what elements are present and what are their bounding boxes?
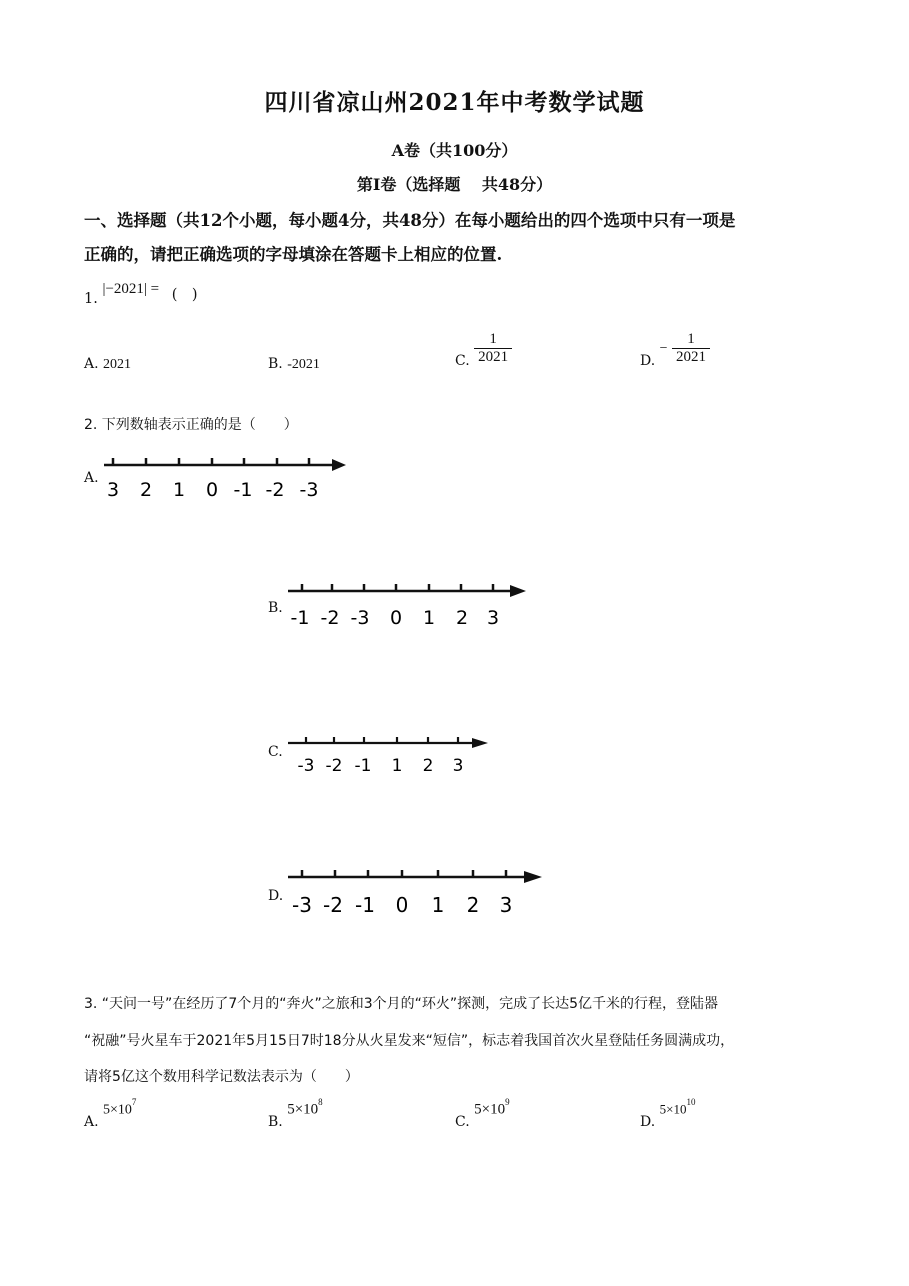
- fraction-numerator: 1: [687, 331, 695, 347]
- q3-option-d-label: D.: [640, 1113, 656, 1130]
- section1-line1: 一、选择题（共12个小题，每小题4分，共48分）在每小题给出的四个选项中只有一项是: [84, 211, 736, 230]
- tick-label: -1: [354, 756, 372, 776]
- q2-option-a-numberline: [100, 452, 350, 502]
- tick-label: -2: [320, 607, 340, 628]
- q3-option-d[interactable]: [640, 1097, 696, 1130]
- tick-label: 0: [395, 893, 409, 916]
- q3-option-a-exponent: 7: [131, 1097, 137, 1107]
- question-3-line1: 3. “天问一号”在经历了7个月的“奔火”之旅和3个月的“环火”探测，完成了长达5亿千米的行程，登陆器: [84, 996, 719, 1012]
- q2-option-d-numberline: [284, 864, 548, 916]
- tick-label: 2: [422, 756, 434, 776]
- tick-label: -3: [292, 893, 312, 916]
- q1-expression: |−2021| =: [102, 281, 160, 297]
- question-3-line2: “祝融”号火星车于2021年5月15日7时18分从火星发来“短信”，标志着我国首次火星登陆任务圆满成功，: [84, 1033, 735, 1049]
- q1-option-b[interactable]: [268, 356, 320, 373]
- tick-label: -1: [233, 479, 253, 501]
- question-1-stem: [84, 283, 198, 307]
- tick-label: -2: [265, 479, 285, 501]
- q1-option-d-sign: −: [659, 340, 668, 356]
- q3-option-b-exponent: 8: [318, 1097, 323, 1107]
- q2-option-a-label[interactable]: A.: [84, 470, 99, 486]
- tick-label: 3: [499, 893, 513, 916]
- arrow-head-icon: [524, 871, 542, 883]
- q1-option-c-fraction: [474, 331, 512, 367]
- fraction-numerator: 1: [489, 331, 497, 347]
- q2-option-c-numberline: [284, 730, 494, 776]
- q3-option-d-base: 5×10: [659, 1101, 687, 1117]
- tick-label: 2: [139, 479, 153, 501]
- q1-option-c-label: C.: [455, 352, 470, 369]
- q2-option-b-numberline: [284, 578, 534, 628]
- q1-option-b-label: B.: [268, 356, 283, 372]
- tick-label: 1: [422, 607, 436, 628]
- q3-option-b-base: 5×10: [287, 1101, 319, 1118]
- tick-label: -2: [323, 893, 343, 916]
- q3-option-b[interactable]: [268, 1097, 323, 1130]
- question-2-stem: 2. 下列数轴表示正确的是（ ）: [84, 417, 298, 433]
- q3-option-a-base: 5×10: [103, 1102, 132, 1118]
- q3-option-c-label: C.: [455, 1113, 470, 1130]
- tick-label: -3: [297, 756, 315, 776]
- q1-option-d-label: D.: [640, 352, 656, 369]
- tick-label: 3: [486, 607, 500, 628]
- arrow-head-icon: [510, 585, 526, 597]
- part1-subtitle: 第I卷（选择题 共48分）: [356, 175, 553, 194]
- tick-label: 1: [431, 893, 445, 916]
- q1-option-c[interactable]: [455, 331, 512, 367]
- page-title: 四川省凉山州2021年中考数学试题: [264, 89, 645, 116]
- tick-label: 0: [205, 479, 219, 501]
- q1-option-d-fraction: [672, 331, 710, 367]
- tick-label: -3: [350, 607, 370, 628]
- section1-line2: 正确的，请把正确选项的字母填涂在答题卡上相应的位置.: [84, 245, 503, 264]
- tick-label: 1: [172, 479, 186, 501]
- tick-label: -3: [299, 479, 319, 501]
- tick-label: 1: [391, 756, 403, 776]
- q1-number: 1.: [84, 291, 98, 307]
- arrow-head-icon: [332, 459, 346, 471]
- q3-option-a-label: A.: [84, 1113, 99, 1130]
- tick-label: -1: [290, 607, 310, 628]
- q1-option-a[interactable]: [84, 356, 131, 373]
- arrow-head-icon: [472, 738, 488, 748]
- tick-label: 3: [452, 756, 464, 776]
- q3-option-c-base: 5×10: [474, 1101, 506, 1118]
- q2-option-c-label[interactable]: C.: [268, 744, 283, 760]
- q2-option-d-label[interactable]: D.: [268, 888, 284, 904]
- q1-blank: ( ): [171, 287, 198, 303]
- tick-label: 3: [106, 479, 120, 501]
- tick-label: 2: [466, 893, 480, 916]
- fraction-denominator: 2021: [672, 348, 710, 366]
- q3-option-b-label: B.: [268, 1113, 283, 1130]
- question-3-line3: 请将5亿这个数用科学记数法表示为（ ）: [84, 1069, 359, 1085]
- q3-option-c[interactable]: [455, 1097, 510, 1130]
- q3-option-d-exponent: 10: [686, 1097, 696, 1107]
- q3-option-c-exponent: 9: [505, 1097, 510, 1107]
- q1-option-d[interactable]: [640, 331, 710, 367]
- q2-option-b-label[interactable]: B.: [268, 600, 283, 616]
- paper-a-subtitle: A卷（共100分）: [391, 141, 518, 160]
- q3-option-a[interactable]: [84, 1097, 137, 1130]
- fraction-denominator: 2021: [474, 348, 512, 366]
- tick-label: 0: [389, 607, 403, 628]
- tick-label: -1: [355, 893, 375, 916]
- q1-option-a-value: 2021: [103, 357, 132, 372]
- q1-option-b-value: -2021: [287, 357, 320, 372]
- tick-label: -2: [325, 756, 343, 776]
- tick-label: 2: [455, 607, 469, 628]
- q1-option-a-label: A.: [84, 356, 99, 372]
